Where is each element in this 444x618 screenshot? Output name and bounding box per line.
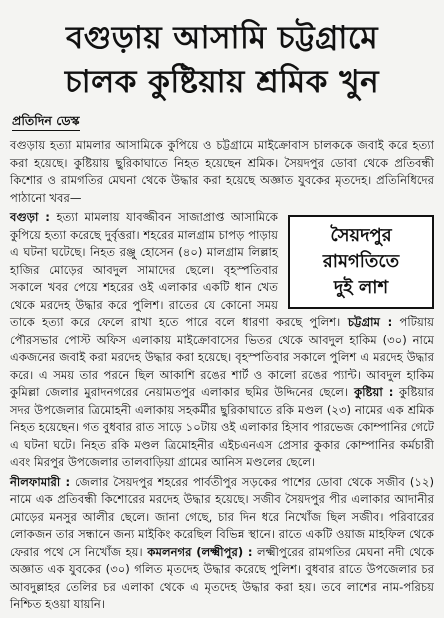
ctg-text: পটিয়ায় পৌরসভার পোস্ট অফিস এলাকায় মাইক্রোবাসের ভিতর থেকে আবদুল হাকিম (৩০) নামে একজনের জবাই করা মরদেহ উদ্ধার করা হয়েছে। বৃহস্পতিবার সকালে পুলিশ এ মরদেহ উদ্ধার করে। এ সময় তার পরনে ছিল আকাশি রঙের শার্ট ও কালো রঙের প্যান্ট। আবদুল হাকিম কুমিল্লা জেলার মুরাদনগরের নেয়ামতপুর এলাকার ছমির উদ্দিনের ছেলে। bbox=[10, 315, 434, 399]
headline-line-2: চালক কুষ্টিয়ায় শ্রমিক খুন bbox=[64, 64, 380, 100]
nilphamari-label: নীলফামারী : bbox=[10, 474, 71, 489]
kushtia-text: কুষ্টিয়ার সদর উপজেলার ত্রিমোহনী এলাকায় সহকর্মীর ছুরিকাঘাতে রকি মণ্ডল (২৩) নামের এক শ্রমিক নিহত হয়েছেন। গত বুধবার রাত সাড়ে ১০টায় ওই এলাকার হিসাব পারভেজ কোম্পানির গেটে এ ঘটনা ঘটে। নিহত রকি মণ্ডল ত্রিমোহনীর এইচএনএস প্রেসার কুকার কোম্পানির কর্মচারী এবং মিরপুর উপজেলার তালবাড়িয়া গ্রামের আনিস মণ্ডলের ছেলে। bbox=[10, 385, 434, 469]
ctg-label: চট্টগ্রাম : bbox=[340, 315, 393, 329]
bogura-text: হত্যা মামলায় যাবজ্জীবন সাজাপ্রাপ্ত আসামিকে কুপিয়ে হত্যা করেছে দুর্বৃত্তরা। শহরের মালগ্রাম চাপড় পাড়ায় এ ঘটনা ঘটেছে। নিহত রঞ্জু হোসেন (৪০) মালগ্রাম লিল্লাহ হাজির মোড়ের আবদুল সামাদের ছেলে। বৃহস্পতিবার সকালে খবর পেয়ে শহরের ওই এলাকার একটি ধান খেত থেকে মরদেহ উদ্ধার করে পুলিশ। রাতের যে কোনো সময় তাকে হত্যা করে ফেলে রাখা হতে পারে বলে ধারণা করছে পুলিশ। bbox=[10, 210, 341, 329]
kamalnagar-text: লক্ষ্মীপুরের রামগতির মেঘনা নদী থেকে অজ্ঞাত এক যুবকের (৩০) গলিত মৃতদেহ উদ্ধার করেছে পুলিশ। বুধবার রাতে উপজেলার চর আবদুল্লাহর তেলির চর এলাকা থেকে এ মৃতদেহ উদ্ধার করা হয়। তবে লাশের নাম-পরিচয় নিশ্চিত হওয়া যায়নি। bbox=[10, 544, 434, 611]
sidebar-subheadline bbox=[288, 215, 434, 309]
article-body bbox=[10, 137, 434, 614]
headline bbox=[10, 16, 434, 104]
nilphamari-text: জেলার সৈয়দপুর শহরের পার্বতীপুর সড়কের পাশের ডোবা থেকে সজীব (১২) নামে এক প্রতিবন্ধী কিশোরের মরদেহ উদ্ধার হয়েছে। সজীব সৈয়দপুর পীর এলাকার আদানীর মোড়ের মনসুর আলীর ছেলে। জানা গেছে, চার দিন ধরে নিখোঁজ ছিল সজীব। পরিবারের লোকজন তার সন্ধানে জন্য মাইকিং করেছিল বিভিন্ন স্থানে। রাতে একটি ওয়াজ মাহফিল থেকে ফেরার পথে সে নিখোঁজ হয়। bbox=[10, 474, 434, 559]
sidebar-line-2: দুই লাশ bbox=[333, 277, 389, 298]
dateline: প্রতিদিন ডেস্ক bbox=[12, 113, 80, 131]
intro-paragraph: বগুড়ায় হত্যা মামলার আসামিকে কুপিয়ে ও চট্টগ্রামে মাইক্রোবাস চালককে জবাই করে হত্যা করা হয়েছে। কুষ্টিয়ায় ছুরিকাঘাতে নিহত হয়েছেন শ্রমিক। সৈয়দপুর ডোবা থেকে প্রতিবন্ধী কিশোর ও রামগতির মেঘনা থেকে উদ্ধার করা হয়েছে অজ্ঞাত যুবকের মৃতদেহ। প্রতিনিধিদের পাঠানো খবর— bbox=[10, 138, 434, 205]
paragraph-nilphamari bbox=[10, 474, 434, 614]
kushtia-label: কুষ্টিয়া : bbox=[348, 385, 394, 399]
sidebar-line-1: সৈয়দপুর রামগতিতে bbox=[322, 225, 400, 272]
headline-line-1: বগুড়ায় আসামি চট্টগ্রামে bbox=[65, 20, 379, 56]
kamalnagar-label: কমলনগর (লক্ষ্মীপুর) : bbox=[142, 544, 253, 559]
bogura-label: বগুড়া : bbox=[10, 210, 50, 224]
